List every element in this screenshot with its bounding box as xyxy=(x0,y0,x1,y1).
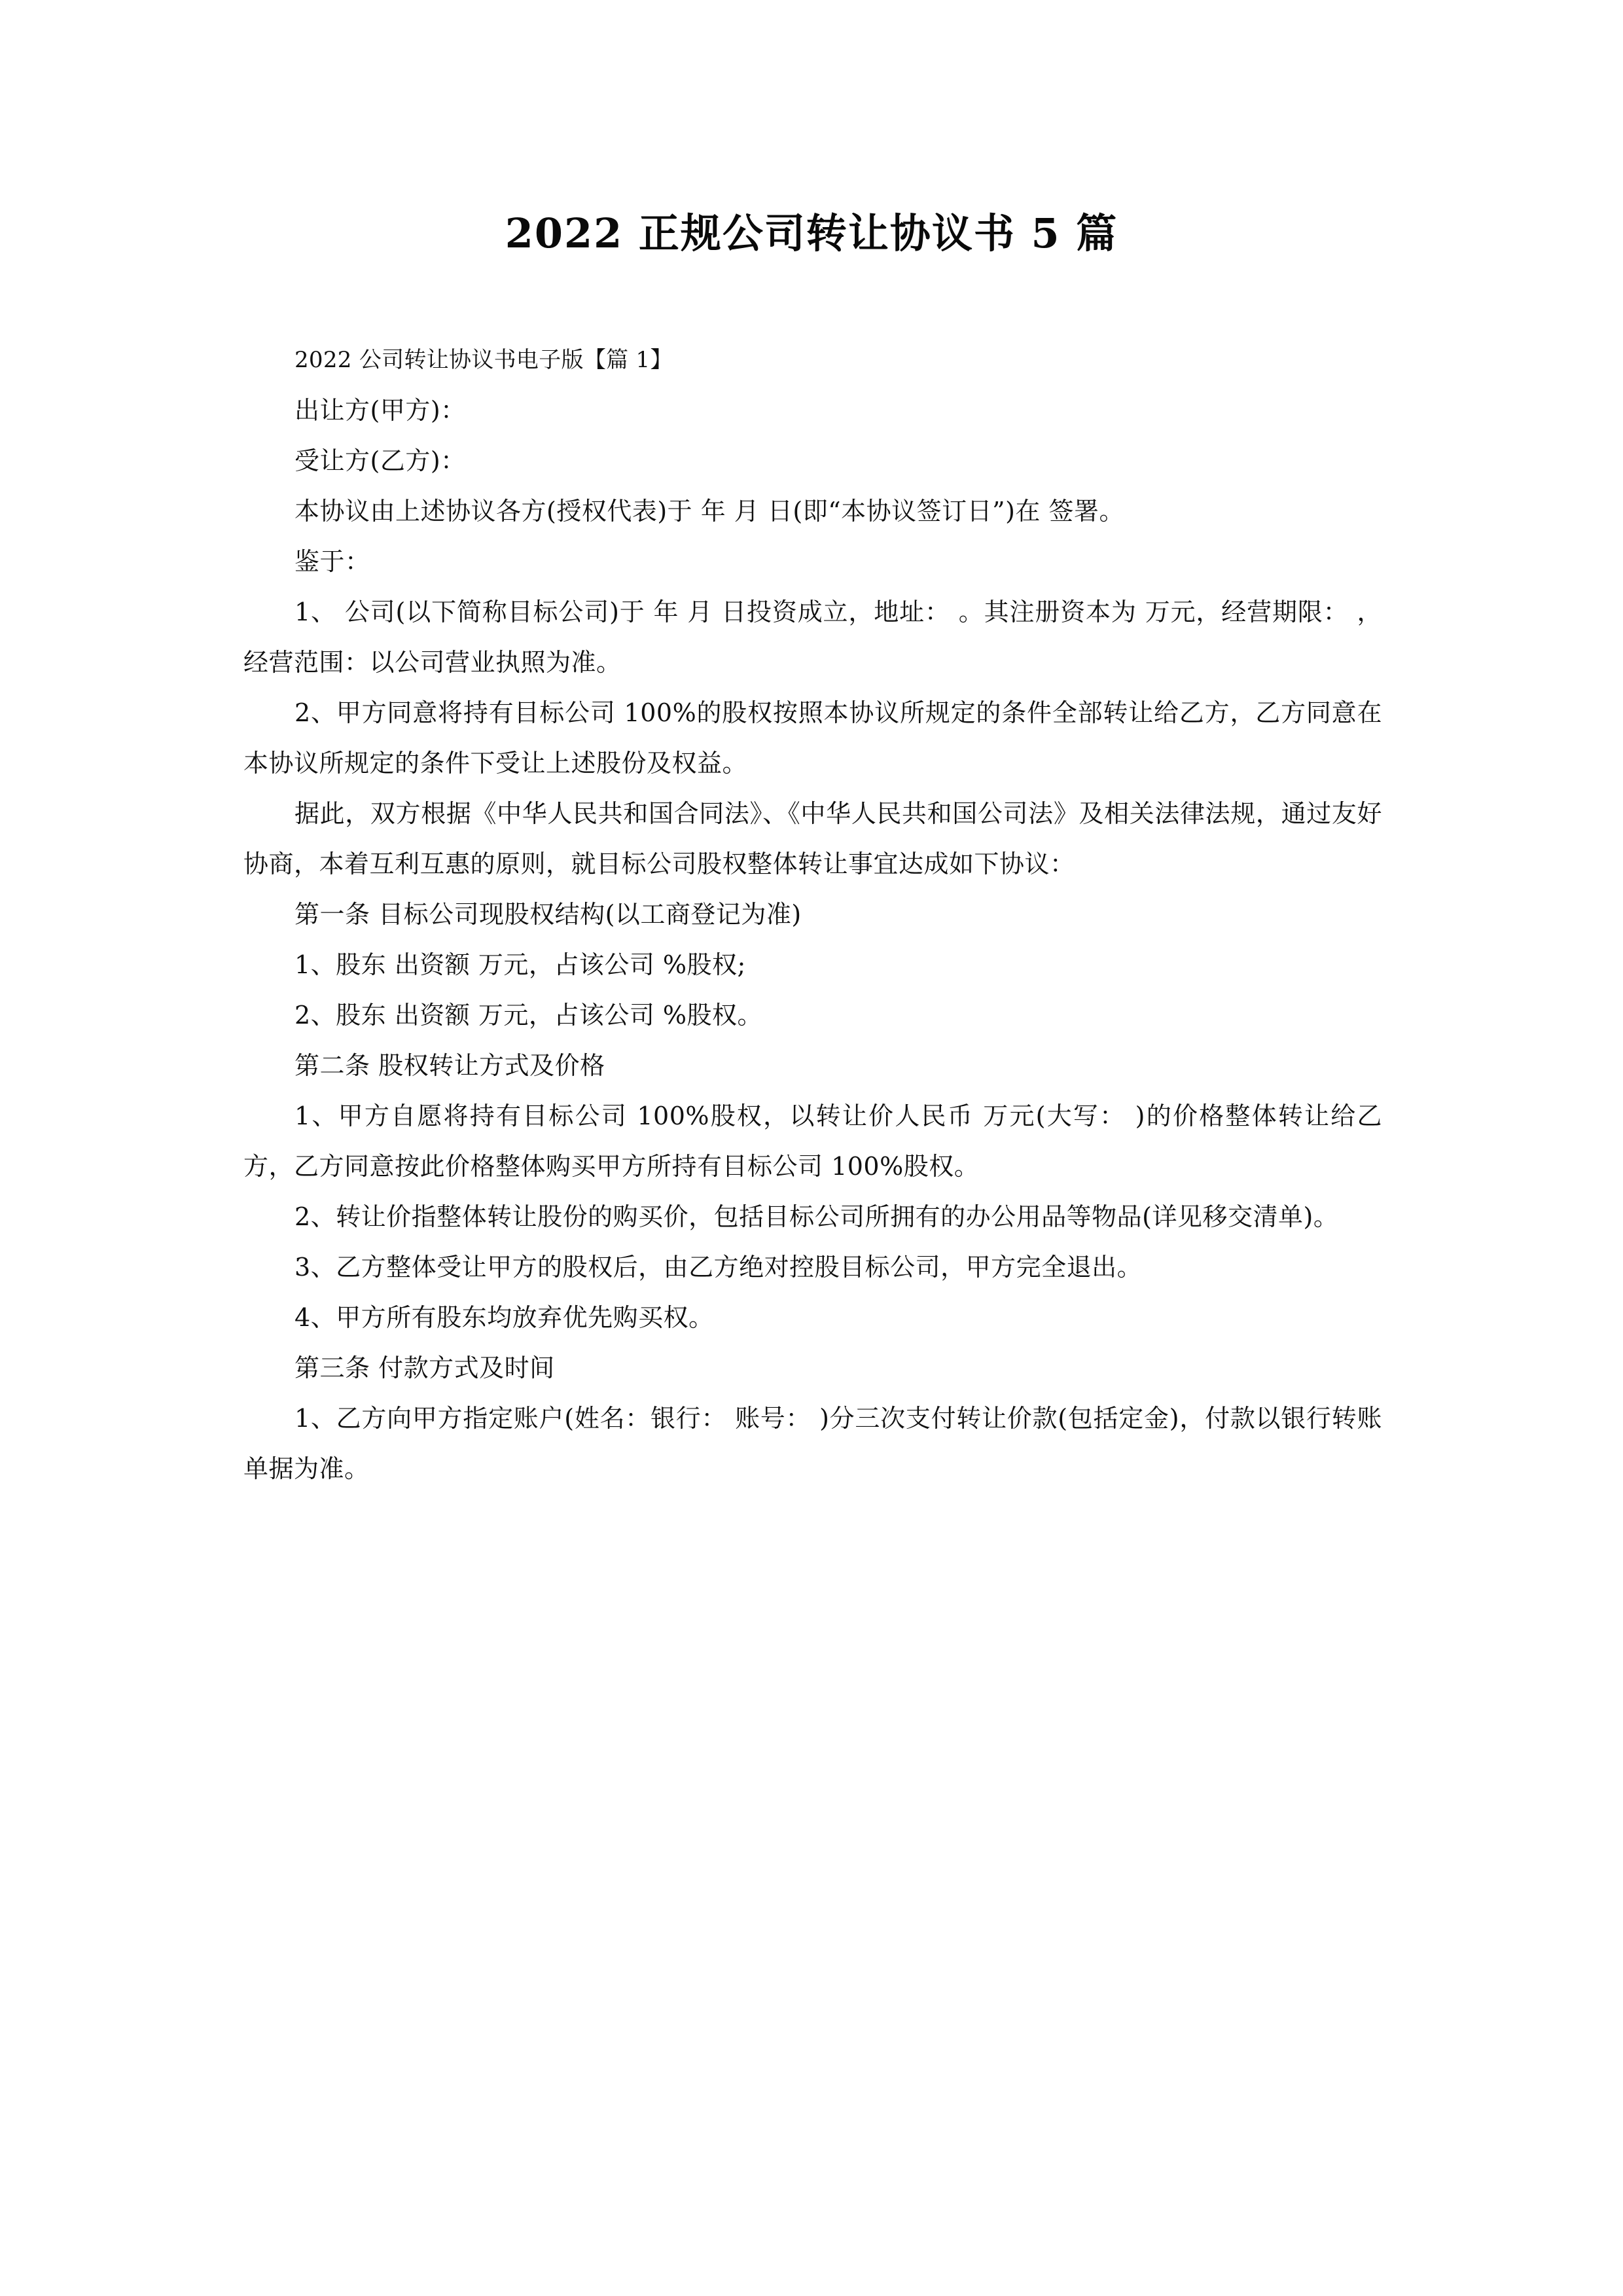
paragraph-basis: 据此，双方根据《中华人民共和国合同法》、《中华人民共和国公司法》及相关法律法规，通过友好协商，本着互利互惠的原则，就目标公司股权整体转让事宜达成如下协议： xyxy=(243,799,1382,878)
paragraph-transferee-label: 受让方(乙方)： xyxy=(294,446,466,475)
heading-article-1: 第一条 目标公司现股权结构(以工商登记为准) xyxy=(294,900,802,929)
paragraph-transferor-label: 出让方(甲方)： xyxy=(294,396,466,425)
paragraph-article-2-item-4: 4、甲方所有股东均放弃优先购买权。 xyxy=(294,1303,714,1332)
paragraph-article-1-item-2: 2、股东 出资额 万元，占该公司 %股权。 xyxy=(294,1001,763,1030)
paragraph-recital-1: 1、 公司(以下简称目标公司)于 年 月 日投资成立，地址： 。其注册资本为 万元，经营期限： ，经营范围：以公司营业执照为准。 xyxy=(243,598,1382,677)
paragraph-article-3-item-1: 1、乙方向甲方指定账户(姓名：银行： 账号： )分三次支付转让价款(包括定金)，付款以银行转账单据为准。 xyxy=(243,1404,1382,1483)
paragraph-article-1-item-1: 1、股东 出资额 万元，占该公司 %股权; xyxy=(294,950,746,979)
paragraph-execution-clause: 本协议由上述协议各方(授权代表)于 年 月 日(即“本协议签订日”)在 签署。 xyxy=(294,497,1124,526)
paragraph-article-2-item-1: 1、甲方自愿将持有目标公司 100%股权，以转让价人民币 万元(大写： )的价格整体转让给乙方，乙方同意按此价格整体购买甲方所持有目标公司 100%股权。 xyxy=(243,1102,1382,1181)
paragraph-article-2-item-2: 2、转让价指整体转让股份的购买价，包括目标公司所拥有的办公用品等物品(详见移交清单)。 xyxy=(294,1202,1339,1231)
document-body xyxy=(243,335,1382,1494)
page-title: 2022 正规公司转让协议书 5 篇 xyxy=(505,209,1118,257)
paragraph-subtitle-piece-1: 2022 公司转让协议书电子版【篇 1】 xyxy=(294,347,673,373)
heading-article-3: 第三条 付款方式及时间 xyxy=(294,1354,555,1382)
paragraph-article-2-item-3: 3、乙方整体受让甲方的股权后，由乙方绝对控股目标公司，甲方完全退出。 xyxy=(294,1253,1143,1282)
paragraph-whereas-label: 鉴于： xyxy=(294,547,370,576)
paragraph-recital-2: 2、甲方同意将持有目标公司 100%的股权按照本协议所规定的条件全部转让给乙方，乙方同意在本协议所规定的条件下受让上述股份及权益。 xyxy=(243,698,1382,778)
heading-article-2: 第二条 股权转让方式及价格 xyxy=(294,1051,605,1080)
